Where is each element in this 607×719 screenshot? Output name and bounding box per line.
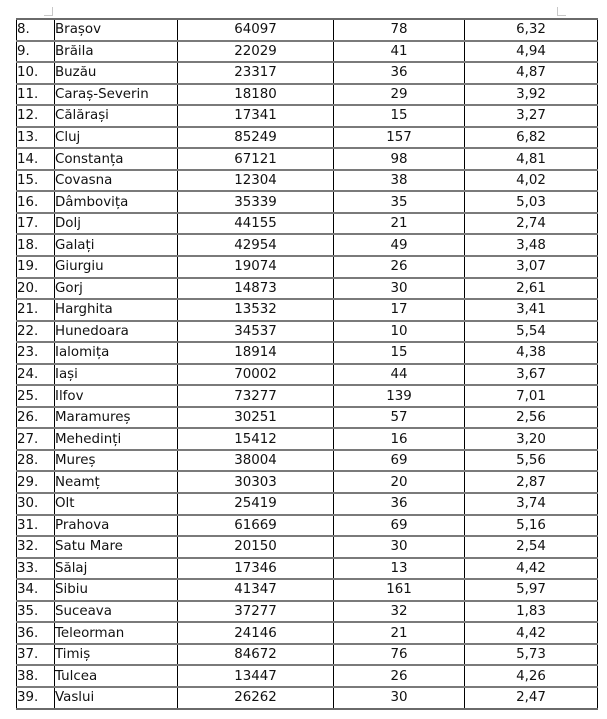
value-2-cell: 36 bbox=[334, 493, 465, 515]
value-1-cell: 23317 bbox=[178, 62, 334, 84]
row-number-cell: 38. bbox=[17, 665, 55, 687]
value-1-cell: 17341 bbox=[178, 105, 334, 127]
table-row bbox=[17, 278, 598, 300]
value-1-cell: 22029 bbox=[178, 41, 334, 63]
county-name-cell: Caraș-Severin bbox=[55, 84, 178, 106]
value-3-cell: 4,26 bbox=[465, 665, 598, 687]
value-2-cell: 35 bbox=[334, 191, 465, 213]
value-2-cell: 30 bbox=[334, 278, 465, 300]
value-3-cell: 6,32 bbox=[465, 19, 598, 41]
value-1-cell: 13447 bbox=[178, 665, 334, 687]
value-2-cell: 157 bbox=[334, 127, 465, 149]
table-row bbox=[17, 41, 598, 63]
value-3-cell: 3,27 bbox=[465, 105, 598, 127]
value-1-cell: 41347 bbox=[178, 579, 334, 601]
row-number-cell: 28. bbox=[17, 450, 55, 472]
value-2-cell: 139 bbox=[334, 385, 465, 407]
table-row bbox=[17, 622, 598, 644]
row-number-cell: 8. bbox=[17, 19, 55, 41]
county-name-cell: Hunedoara bbox=[55, 321, 178, 343]
value-1-cell: 38004 bbox=[178, 450, 334, 472]
value-2-cell: 44 bbox=[334, 364, 465, 386]
county-name-cell: Ilfov bbox=[55, 385, 178, 407]
table-row bbox=[17, 127, 598, 149]
value-1-cell: 24146 bbox=[178, 622, 334, 644]
table-row bbox=[17, 19, 598, 41]
row-number-cell: 36. bbox=[17, 622, 55, 644]
county-name-cell: Brăila bbox=[55, 41, 178, 63]
table-row bbox=[17, 493, 598, 515]
value-1-cell: 85249 bbox=[178, 127, 334, 149]
county-data-table bbox=[16, 18, 598, 710]
table-row bbox=[17, 687, 598, 709]
table-row bbox=[17, 471, 598, 493]
value-1-cell: 15412 bbox=[178, 428, 334, 450]
value-3-cell: 5,54 bbox=[465, 321, 598, 343]
value-1-cell: 25419 bbox=[178, 493, 334, 515]
row-number-cell: 37. bbox=[17, 644, 55, 666]
county-name-cell: Harghita bbox=[55, 299, 178, 321]
county-name-cell: Satu Mare bbox=[55, 536, 178, 558]
value-1-cell: 61669 bbox=[178, 515, 334, 537]
value-3-cell: 3,74 bbox=[465, 493, 598, 515]
value-2-cell: 17 bbox=[334, 299, 465, 321]
value-3-cell: 5,97 bbox=[465, 579, 598, 601]
county-name-cell: Tulcea bbox=[55, 665, 178, 687]
county-name-cell: Maramureș bbox=[55, 407, 178, 429]
table-body bbox=[17, 19, 598, 709]
row-number-cell: 29. bbox=[17, 471, 55, 493]
table-row bbox=[17, 385, 598, 407]
value-1-cell: 18914 bbox=[178, 342, 334, 364]
row-number-cell: 27. bbox=[17, 428, 55, 450]
row-number-cell: 21. bbox=[17, 299, 55, 321]
county-name-cell: Constanța bbox=[55, 148, 178, 170]
table-row bbox=[17, 170, 598, 192]
county-name-cell: Olt bbox=[55, 493, 178, 515]
value-3-cell: 3,20 bbox=[465, 428, 598, 450]
table-row bbox=[17, 515, 598, 537]
row-number-cell: 24. bbox=[17, 364, 55, 386]
row-number-cell: 16. bbox=[17, 191, 55, 213]
county-name-cell: Gorj bbox=[55, 278, 178, 300]
value-1-cell: 35339 bbox=[178, 191, 334, 213]
county-name-cell: Sibiu bbox=[55, 579, 178, 601]
row-number-cell: 17. bbox=[17, 213, 55, 235]
row-number-cell: 34. bbox=[17, 579, 55, 601]
county-name-cell: Dâmbovița bbox=[55, 191, 178, 213]
value-3-cell: 3,92 bbox=[465, 84, 598, 106]
value-3-cell: 4,02 bbox=[465, 170, 598, 192]
table-row bbox=[17, 342, 598, 364]
table-row bbox=[17, 105, 598, 127]
table-row bbox=[17, 450, 598, 472]
table-row bbox=[17, 213, 598, 235]
table-row bbox=[17, 364, 598, 386]
value-1-cell: 67121 bbox=[178, 148, 334, 170]
value-1-cell: 19074 bbox=[178, 256, 334, 278]
row-number-cell: 20. bbox=[17, 278, 55, 300]
value-3-cell: 6,82 bbox=[465, 127, 598, 149]
row-number-cell: 11. bbox=[17, 84, 55, 106]
value-3-cell: 4,94 bbox=[465, 41, 598, 63]
value-1-cell: 73277 bbox=[178, 385, 334, 407]
value-3-cell: 3,07 bbox=[465, 256, 598, 278]
value-3-cell: 5,73 bbox=[465, 644, 598, 666]
table-row bbox=[17, 644, 598, 666]
value-2-cell: 98 bbox=[334, 148, 465, 170]
value-1-cell: 70002 bbox=[178, 364, 334, 386]
value-2-cell: 21 bbox=[334, 622, 465, 644]
row-number-cell: 39. bbox=[17, 687, 55, 709]
value-1-cell: 84672 bbox=[178, 644, 334, 666]
value-1-cell: 37277 bbox=[178, 601, 334, 623]
county-name-cell: Iași bbox=[55, 364, 178, 386]
value-2-cell: 161 bbox=[334, 579, 465, 601]
row-number-cell: 30. bbox=[17, 493, 55, 515]
value-2-cell: 10 bbox=[334, 321, 465, 343]
county-name-cell: Brașov bbox=[55, 19, 178, 41]
row-number-cell: 23. bbox=[17, 342, 55, 364]
value-3-cell: 1,83 bbox=[465, 601, 598, 623]
value-3-cell: 4,87 bbox=[465, 62, 598, 84]
county-name-cell: Călărași bbox=[55, 105, 178, 127]
value-2-cell: 16 bbox=[334, 428, 465, 450]
table-row bbox=[17, 321, 598, 343]
row-number-cell: 25. bbox=[17, 385, 55, 407]
value-3-cell: 4,81 bbox=[465, 148, 598, 170]
row-number-cell: 22. bbox=[17, 321, 55, 343]
value-1-cell: 17346 bbox=[178, 558, 334, 580]
row-number-cell: 19. bbox=[17, 256, 55, 278]
value-2-cell: 69 bbox=[334, 450, 465, 472]
table-row bbox=[17, 62, 598, 84]
table-row bbox=[17, 601, 598, 623]
value-1-cell: 12304 bbox=[178, 170, 334, 192]
value-1-cell: 30251 bbox=[178, 407, 334, 429]
county-name-cell: Neamț bbox=[55, 471, 178, 493]
value-3-cell: 3,41 bbox=[465, 299, 598, 321]
value-2-cell: 69 bbox=[334, 515, 465, 537]
row-number-cell: 31. bbox=[17, 515, 55, 537]
page-margin-corner-mark-right bbox=[557, 7, 566, 16]
county-name-cell: Galați bbox=[55, 234, 178, 256]
table-row bbox=[17, 84, 598, 106]
county-name-cell: Cluj bbox=[55, 127, 178, 149]
table-row bbox=[17, 665, 598, 687]
row-number-cell: 15. bbox=[17, 170, 55, 192]
value-1-cell: 26262 bbox=[178, 687, 334, 709]
table-row bbox=[17, 428, 598, 450]
value-2-cell: 21 bbox=[334, 213, 465, 235]
value-2-cell: 20 bbox=[334, 471, 465, 493]
county-name-cell: Ialomița bbox=[55, 342, 178, 364]
county-name-cell: Dolj bbox=[55, 213, 178, 235]
county-name-cell: Sălaj bbox=[55, 558, 178, 580]
table-row bbox=[17, 558, 598, 580]
value-1-cell: 42954 bbox=[178, 234, 334, 256]
table-row bbox=[17, 148, 598, 170]
row-number-cell: 18. bbox=[17, 234, 55, 256]
county-name-cell: Teleorman bbox=[55, 622, 178, 644]
value-3-cell: 2,54 bbox=[465, 536, 598, 558]
row-number-cell: 33. bbox=[17, 558, 55, 580]
value-2-cell: 26 bbox=[334, 256, 465, 278]
page-margin-corner-mark-left bbox=[44, 7, 53, 16]
row-number-cell: 35. bbox=[17, 601, 55, 623]
county-name-cell: Mureș bbox=[55, 450, 178, 472]
row-number-cell: 14. bbox=[17, 148, 55, 170]
table-row bbox=[17, 407, 598, 429]
row-number-cell: 12. bbox=[17, 105, 55, 127]
value-2-cell: 41 bbox=[334, 41, 465, 63]
value-1-cell: 34537 bbox=[178, 321, 334, 343]
row-number-cell: 9. bbox=[17, 41, 55, 63]
value-2-cell: 76 bbox=[334, 644, 465, 666]
value-1-cell: 64097 bbox=[178, 19, 334, 41]
value-3-cell: 5,16 bbox=[465, 515, 598, 537]
table-row bbox=[17, 256, 598, 278]
table-row bbox=[17, 234, 598, 256]
row-number-cell: 26. bbox=[17, 407, 55, 429]
table-row bbox=[17, 536, 598, 558]
row-number-cell: 13. bbox=[17, 127, 55, 149]
value-1-cell: 20150 bbox=[178, 536, 334, 558]
value-3-cell: 3,67 bbox=[465, 364, 598, 386]
table-row bbox=[17, 191, 598, 213]
value-2-cell: 29 bbox=[334, 84, 465, 106]
county-name-cell: Timiș bbox=[55, 644, 178, 666]
value-2-cell: 15 bbox=[334, 342, 465, 364]
county-name-cell: Giurgiu bbox=[55, 256, 178, 278]
value-3-cell: 5,56 bbox=[465, 450, 598, 472]
value-1-cell: 14873 bbox=[178, 278, 334, 300]
value-2-cell: 30 bbox=[334, 687, 465, 709]
value-3-cell: 4,42 bbox=[465, 622, 598, 644]
value-2-cell: 15 bbox=[334, 105, 465, 127]
county-name-cell: Suceava bbox=[55, 601, 178, 623]
value-1-cell: 18180 bbox=[178, 84, 334, 106]
value-1-cell: 13532 bbox=[178, 299, 334, 321]
county-name-cell: Covasna bbox=[55, 170, 178, 192]
value-3-cell: 2,87 bbox=[465, 471, 598, 493]
value-2-cell: 78 bbox=[334, 19, 465, 41]
table-row bbox=[17, 579, 598, 601]
value-2-cell: 30 bbox=[334, 536, 465, 558]
value-3-cell: 4,42 bbox=[465, 558, 598, 580]
county-name-cell: Prahova bbox=[55, 515, 178, 537]
value-2-cell: 49 bbox=[334, 234, 465, 256]
table-row bbox=[17, 299, 598, 321]
value-3-cell: 2,47 bbox=[465, 687, 598, 709]
value-3-cell: 2,56 bbox=[465, 407, 598, 429]
value-2-cell: 57 bbox=[334, 407, 465, 429]
row-number-cell: 32. bbox=[17, 536, 55, 558]
value-1-cell: 44155 bbox=[178, 213, 334, 235]
county-name-cell: Mehedinți bbox=[55, 428, 178, 450]
value-3-cell: 2,61 bbox=[465, 278, 598, 300]
value-3-cell: 3,48 bbox=[465, 234, 598, 256]
value-2-cell: 13 bbox=[334, 558, 465, 580]
value-3-cell: 4,38 bbox=[465, 342, 598, 364]
row-number-cell: 10. bbox=[17, 62, 55, 84]
value-3-cell: 7,01 bbox=[465, 385, 598, 407]
value-3-cell: 2,74 bbox=[465, 213, 598, 235]
value-3-cell: 5,03 bbox=[465, 191, 598, 213]
county-name-cell: Buzău bbox=[55, 62, 178, 84]
value-2-cell: 32 bbox=[334, 601, 465, 623]
county-name-cell: Vaslui bbox=[55, 687, 178, 709]
value-1-cell: 30303 bbox=[178, 471, 334, 493]
value-2-cell: 38 bbox=[334, 170, 465, 192]
value-2-cell: 26 bbox=[334, 665, 465, 687]
value-2-cell: 36 bbox=[334, 62, 465, 84]
